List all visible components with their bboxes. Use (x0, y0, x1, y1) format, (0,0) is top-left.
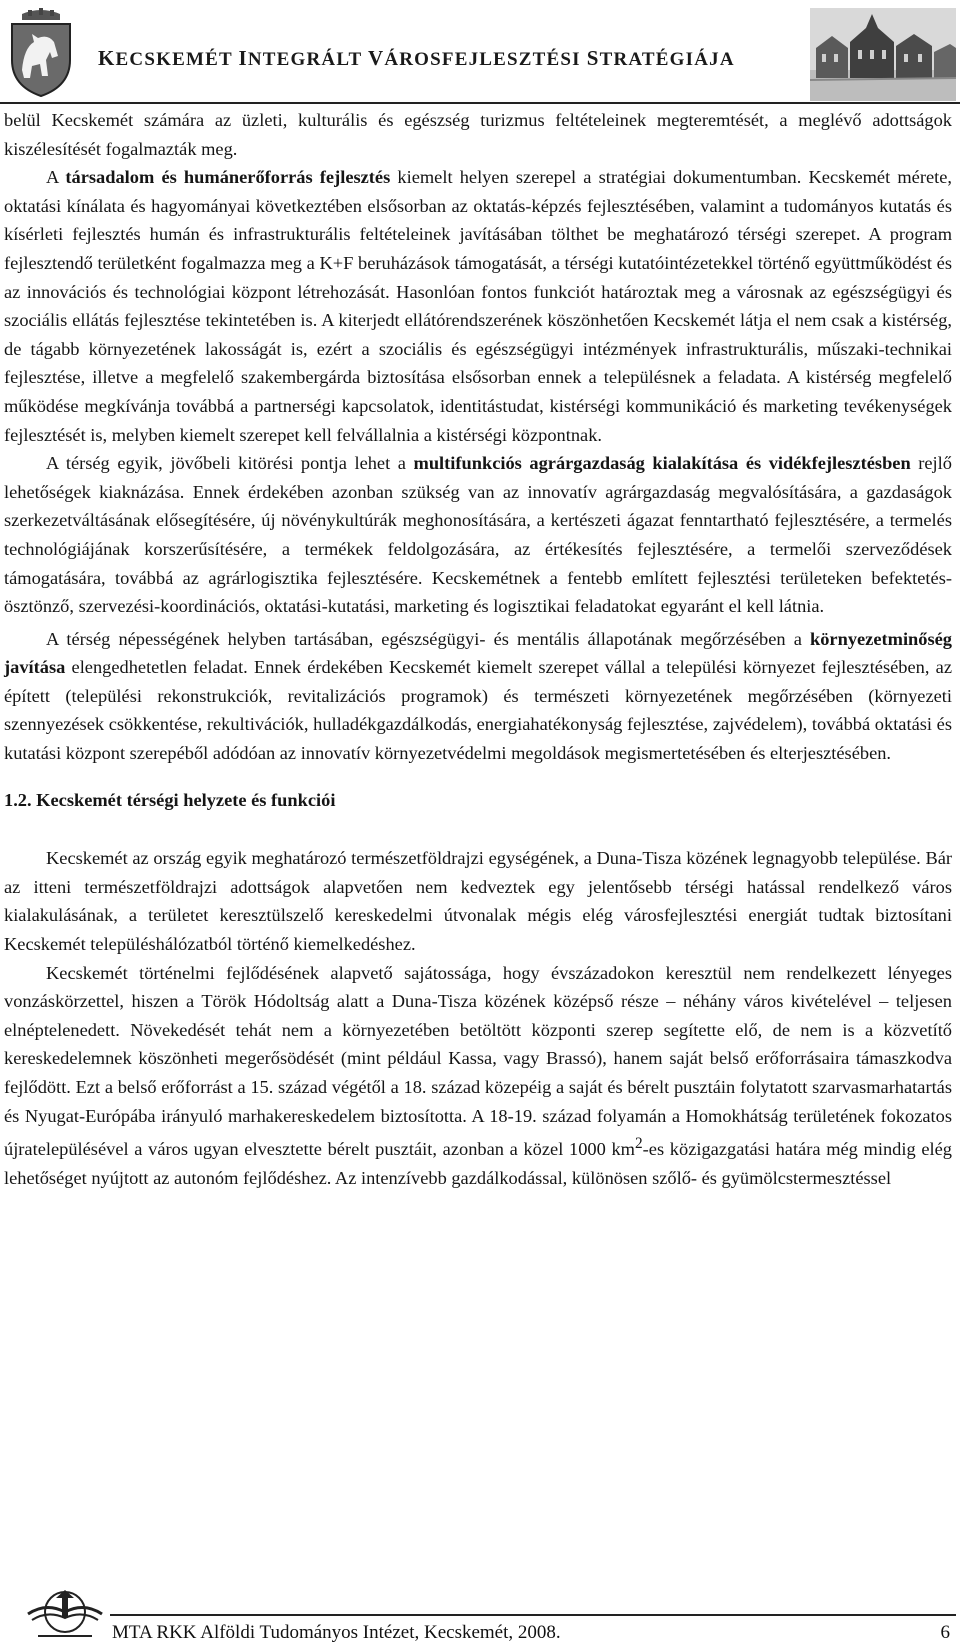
paragraph: A társadalom és humánerőforrás fejlesztés kiemelt helyen szerepel a stratégiai dokumentumban. Kecskemét mérete, oktatási kínálata és hagyományai következtében elsősorban az oktatás-képzés fejlesztésében, valamint a tudományos kutatás és kísérleti fejlesztés humán és infrastrukturális feltételeinek javításában tölthet be meghatározó térségi szerepet. A program fejlesztendő területként fogalmazza meg a K+F beruházások támogatását, a térségi kutatóintézetekkel történő együttműködést és az innovációs és technológiai központ létrehozását. Hasonlóan fontos funkciót határoztak meg a városnak az egészségügyi és szociális ellátás fejlesztése tekintetében is. A kiterjedt ellátórendszerének köszönhetően Kecskemét látja el nem csak a kistérség, de tágabb környezetének lakosságát is, ezért a szociális és egészségügyi intézmények infrastrukturális, műszaki-technikai fejlesztése, illetve a megfelelő szakembergárda biztosítása elsősorban ennek a településnek a feladata. A kistérség megfelelő működése megkívánja továbbá a partnerségi kapcsolatok, identitástudat, kistérségi kommunikáció és marketing tevékenységek fejlesztését is, melyben kiemelt szerepet kell felvállalnia a kistérségi központnak. (4, 167, 952, 445)
paragraph: A térség egyik, jövőbeli kitörési pontja lehet a multifunkciós agrárgazdaság kialakítása és vidékfejlesztésben rejlő lehetőségek kiaknázása. Ennek érdekében azonban szükség van az innovatív agrárgazdaság megvalósítására, a gazdaságok szerkezetváltásának elősegítésére, új növénykultúrák meghonosítására, a kertészeti ágazat fenntartható fejlesztésére, a termelés technológiájának korszerűsítésére, a termékek feldolgozására, az értékesítés fejlesztésére, a termelői szerveződések támogatására, továbbá az agrárlogisztika fejlesztésére. Kecskemétnek a fentebb említett fejlesztési területeken befektetés-ösztönző, szervezési-koordinációs, oktatási-kutatási, marketing és logisztikai feladatokat egyaránt el kell látnia. (4, 453, 952, 617)
header-divider (0, 102, 960, 104)
superscript: 2 (635, 1135, 643, 1153)
footer-institution: MTA RKK Alföldi Tudományos Intézet, Kecskemét, 2008. (112, 1622, 561, 1643)
emphasis: multifunkciós agrárgazdaság kialakítása és vidékfejlesztésben (413, 453, 911, 474)
document-series-title: KECSKEMÉT INTEGRÁLT VÁROSFEJLESZTÉSI STRATÉGIÁJA (98, 46, 735, 70)
paragraph: A térség népességének helyben tartásában, egészségügyi- és mentális állapotának megőrzésében a környezetminőség javítása elengedhetetlen feladat. Ennek érdekében Kecskemét kiemelt szerepet vállal a települési környezet fejlesztésében, az épített (települési rekonstrukciók, revitalizációs programok) és természeti környezetének megőrzésében (környezeti szennyezések csökkentése, rekultivációk, hulladékgazdálkodás, energiahatékonyság fejlesztése, zajvédelem), továbbá oktatási és kutatási központ szerepéből adódóan az innovatív környezetvédelmi megoldások megismertetésében és elterjesztésében. (4, 628, 952, 764)
document-body (4, 106, 952, 1193)
paragraph: Kecskemét az ország egyik meghatározó természetföldrajzi egységének, a Duna-Tisza közének legnagyobb települése. Bár az itteni természetföldrajzi adottságok alapvetően nem kedveztek egy jelentősebb térségi hatással rendelkező város kialakulásának, a területet keresztülszelő kereskedelmi útvonalak mégis elég városfejlesztési energiát tudtak biztosítani Kecskemét településhálózatból történő kiemelkedéshez. (4, 848, 952, 955)
section-heading: 1.2. Kecskemét térségi helyzete és funkciói (4, 789, 336, 810)
emphasis: társadalom és humánerőforrás fejlesztés (65, 167, 391, 188)
emphasis: környezetminőség javítása (4, 628, 952, 678)
paragraph: belül Kecskemét számára az üzleti, kulturális és egészség turizmus feltételeinek megteremtését, a meglévő adottságok kiszélesítését fogalmazták meg. (4, 110, 952, 159)
city-coat-of-arms-icon (8, 8, 74, 98)
institute-logo-icon (26, 1584, 104, 1642)
page-number: 6 (940, 1622, 950, 1643)
page-footer (0, 1580, 960, 1652)
footer-divider (110, 1614, 956, 1616)
paragraph: Kecskemét történelmi fejlődésének alapvető sajátossága, hogy évszázadokon keresztül nem rendelkezett lényeges vonzáskörzettel, hiszen a Török Hódoltság alatt a Duna-Tisza közének középső része – néhány város kivételével – teljesen elnéptelenedett. Növekedését tehát nem a környezetében betöltött központi szerep segítette elő, de nem is a közvetítő kereskedelemnek köszönheti megerősödését (mint például Kassa, vagy Brassó), hanem saját belső erőforrásaira támaszkodva fejlődött. Ezt a belső erőforrást a 15. század végétől a 18. század közepéig a saját és bérelt pusztáin folytatott szarvasmarhatartás és Nyugat-Európába irányuló marhakereskedelem biztosította. A 18-19. század folyamán a Homokhátság területének fokozatos újratelepülésével a város ugyan elvesztette bérelt pusztáit, azonban a közel 1000 $km^2-es$ közigazgatási határa még mindig elég lehetőséget nyújtott az autonóm fejlődéshez. Az intenzívebb gazdálkodással, különösen szőlő- és gyümölcstermesztéssel (4, 962, 952, 1188)
page-header (0, 0, 960, 108)
city-hall-photo (810, 8, 956, 101)
